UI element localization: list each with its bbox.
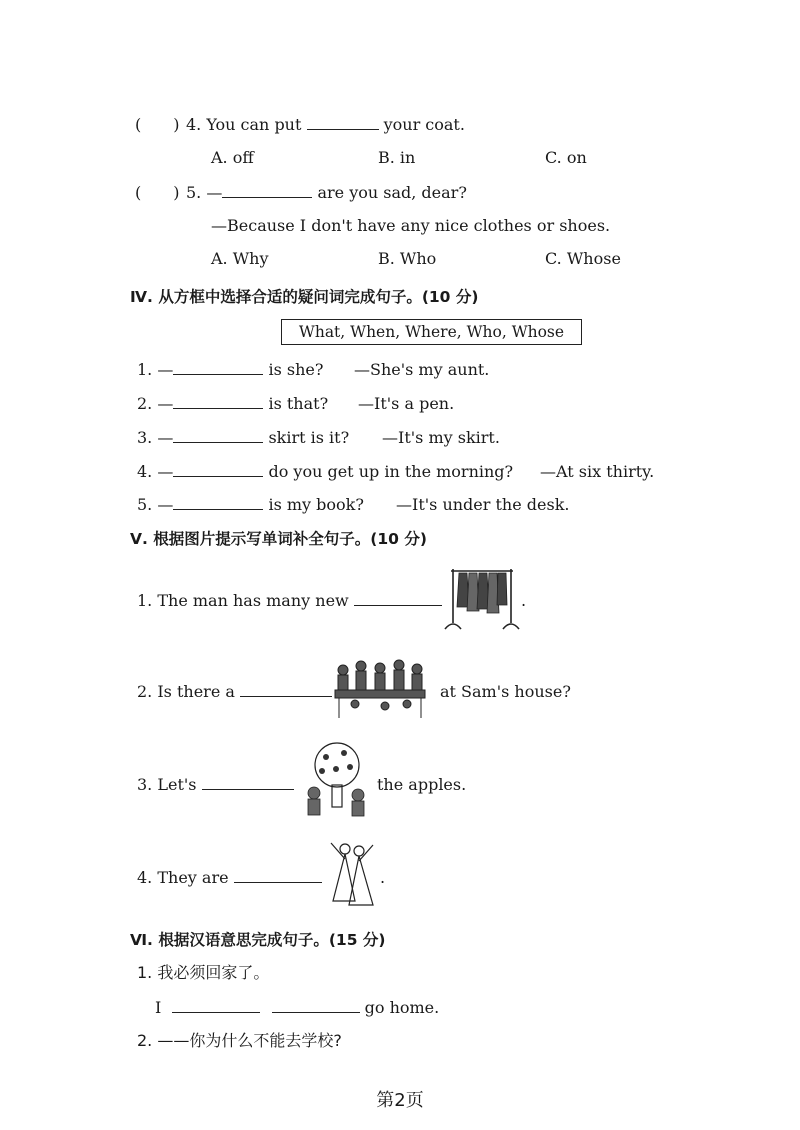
- sentence-text: 4. They are: [137, 868, 234, 887]
- answer-blank[interactable]: [173, 394, 263, 409]
- answer-blank[interactable]: [173, 428, 263, 443]
- q5-option-b: B. Who: [378, 249, 437, 268]
- sentence-start: I: [155, 998, 162, 1017]
- part4-answer-3: —It's my skirt.: [382, 428, 500, 447]
- q5-stem-text: 5. —: [186, 183, 223, 202]
- part4-answer-2: —It's a pen.: [358, 394, 455, 413]
- part6-q2-chinese: 2. ——你为什么不能去学校?: [137, 1031, 342, 1050]
- q4-stem-text-end: your coat.: [378, 115, 465, 134]
- part5-item-4-end: .: [380, 868, 386, 887]
- q4-stem-text: 4. You can put: [186, 115, 307, 134]
- question-text: is my book?: [263, 495, 364, 514]
- part5-heading: Ⅴ. 根据图片提示写单词补全句子。(10 分): [130, 530, 427, 548]
- part5-item-3: [137, 775, 294, 795]
- answer-blank-2[interactable]: [272, 998, 360, 1013]
- part4-answer-1: —She's my aunt.: [354, 360, 490, 379]
- part4-answer-5: —It's under the desk.: [396, 495, 570, 514]
- q5-stem-text-end: are you sad, dear?: [312, 183, 467, 202]
- q4-answer-blank[interactable]: [307, 115, 379, 130]
- item-number: 5. —: [137, 495, 174, 514]
- clothes-rack-picture: [443, 563, 521, 635]
- part4-item-1: [137, 360, 323, 380]
- answer-blank[interactable]: [202, 775, 294, 790]
- part5-item-2: [137, 682, 332, 702]
- answer-blank[interactable]: [234, 868, 322, 883]
- question-text: do you get up in the morning?: [263, 462, 514, 481]
- item-number: 1. —: [137, 360, 174, 379]
- q5-answer-blank[interactable]: [222, 183, 312, 198]
- part6-q1-chinese: 1. 我必须回家了。: [137, 963, 270, 982]
- answer-blank[interactable]: [173, 360, 263, 375]
- q4-paren: ( ): [135, 115, 180, 134]
- part4-item-4: [137, 462, 513, 482]
- q4-stem: [186, 115, 465, 135]
- part4-item-2: [137, 394, 328, 414]
- part5-item-1-end: .: [521, 591, 527, 610]
- word-box: What, When, Where, Who, Whose: [281, 319, 582, 345]
- party-picture: [325, 656, 435, 722]
- part5-item-1: [137, 591, 442, 611]
- answer-blank[interactable]: [240, 682, 332, 697]
- answer-blank-1[interactable]: [172, 998, 260, 1013]
- apple-tree-picture: [298, 741, 376, 821]
- dancing-picture: [325, 835, 377, 913]
- part5-item-3-end: the apples.: [377, 775, 467, 794]
- q5-option-a: A. Why: [211, 249, 269, 268]
- part6-q1-english: [155, 998, 439, 1018]
- page-number: 第2页: [376, 1090, 424, 1111]
- q5-reply: —Because I don't have any nice clothes or shoes.: [211, 216, 611, 235]
- answer-blank[interactable]: [354, 591, 442, 606]
- question-text: skirt is it?: [263, 428, 350, 447]
- sentence-text: 2. Is there a: [137, 682, 240, 701]
- part4-heading: Ⅳ. 从方框中选择合适的疑问词完成句子。(10 分): [130, 288, 479, 306]
- part4-item-5: [137, 495, 364, 515]
- q5-stem: [186, 183, 467, 203]
- part5-item-4: [137, 868, 322, 888]
- part6-heading: Ⅵ. 根据汉语意思完成句子。(15 分): [130, 931, 386, 949]
- answer-blank[interactable]: [173, 462, 263, 477]
- sentence-text: 3. Let's: [137, 775, 202, 794]
- item-number: 2. —: [137, 394, 174, 413]
- q4-option-a: A. off: [211, 148, 254, 167]
- part4-item-3: [137, 428, 349, 448]
- q5-option-c: C. Whose: [545, 249, 621, 268]
- q4-option-b: B. in: [378, 148, 416, 167]
- answer-blank[interactable]: [173, 495, 263, 510]
- question-text: is that?: [263, 394, 329, 413]
- question-text: is she?: [263, 360, 324, 379]
- part5-item-2-end: at Sam's house?: [440, 682, 571, 701]
- sentence-end: go home.: [364, 998, 440, 1017]
- item-number: 4. —: [137, 462, 174, 481]
- q4-option-c: C. on: [545, 148, 587, 167]
- sentence-text: 1. The man has many new: [137, 591, 354, 610]
- q5-paren: ( ): [135, 183, 180, 202]
- part4-answer-4: —At six thirty.: [540, 462, 655, 481]
- item-number: 3. —: [137, 428, 174, 447]
